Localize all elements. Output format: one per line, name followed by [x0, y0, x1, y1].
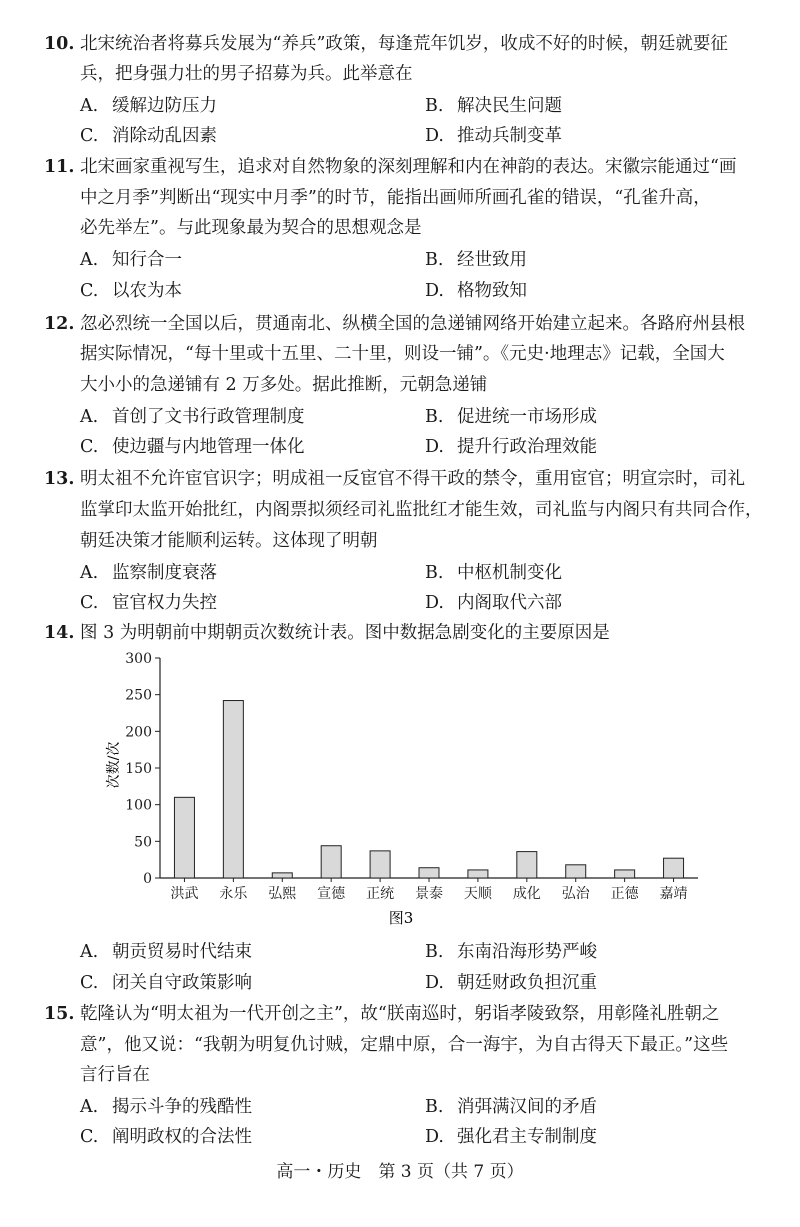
- question-text-line: 北宋统治者将募兵发展为“养兵”政策，每逢荒年饥岁，收成不好的时候，朝廷就要征: [80, 34, 728, 54]
- option-b[interactable]: B. 东南沿海形势严峻: [425, 942, 597, 962]
- option-a[interactable]: A. 缓解边防压力: [80, 96, 217, 116]
- option-c[interactable]: C. 使边疆与内地管理一体化: [80, 437, 305, 457]
- option-d[interactable]: D. 格物致知: [425, 281, 527, 301]
- option-b[interactable]: B. 消弭满汉间的矛盾: [425, 1097, 597, 1117]
- option-a[interactable]: A. 监察制度衰落: [80, 563, 217, 583]
- question-text-line: 明太祖不允许宦官识字；明成祖一反宦官不得干政的禁令，重用宦官；明宣宗时，司礼: [80, 469, 745, 489]
- question-text-line: 监掌印太监开始批红，内阁票拟须经司礼监批红才能生效，司礼监与内阁只有共同合作，: [80, 500, 763, 520]
- question-text-line: 大小小的急递铺有 2 万多处。据此推断，元朝急递铺: [80, 375, 488, 395]
- option-b[interactable]: B. 中枢机制变化: [425, 563, 562, 583]
- bar-嘉靖: [664, 858, 684, 878]
- y-tick-label: 150: [125, 761, 152, 777]
- bar-正德: [615, 870, 635, 878]
- question-number: 11.: [44, 157, 75, 177]
- bar-弘治: [566, 865, 586, 878]
- option-d[interactable]: D. 朝廷财政负担沉重: [425, 973, 597, 993]
- y-tick-label: 50: [134, 834, 152, 851]
- x-tick-label: 景泰: [415, 886, 443, 902]
- question-text-line: 忽必烈统一全国以后，贯通南北、纵横全国的急递铺网络开始建立起来。各路府州县根: [80, 314, 745, 334]
- option-c[interactable]: C. 闭关自守政策影响: [80, 973, 252, 993]
- question-number: 12.: [44, 314, 75, 334]
- question-text-line: 朝廷决策才能顺利运转。这体现了明朝: [80, 531, 378, 551]
- bar-chart-figure-3: [100, 645, 720, 935]
- question-number: 10.: [44, 34, 75, 54]
- x-axis: [160, 878, 698, 902]
- option-b[interactable]: B. 解决民生问题: [425, 96, 562, 116]
- bar-弘熙: [272, 873, 292, 878]
- option-b[interactable]: B. 促进统一市场形成: [425, 407, 597, 427]
- option-a[interactable]: A. 首创了文书行政管理制度: [80, 407, 305, 427]
- question-text-line: 北宋画家重视写生，追求对自然物象的深刻理解和内在神韵的表达。宋徽宗能通过“画: [80, 157, 737, 177]
- figure-caption: 图3: [388, 909, 414, 927]
- option-c[interactable]: C. 宦官权力失控: [80, 593, 217, 613]
- question-text-line: 兵，把身强力壮的男子招募为兵。此举意在: [80, 64, 413, 84]
- x-tick-label: 永乐: [219, 886, 248, 902]
- option-c[interactable]: C. 消除动乱因素: [80, 126, 217, 146]
- question-number: 13.: [44, 469, 75, 489]
- option-d[interactable]: D. 强化君主专制制度: [425, 1127, 597, 1147]
- x-tick-label: 弘熙: [268, 886, 297, 902]
- question-text-line: 言行旨在: [80, 1065, 150, 1085]
- bar-洪武: [174, 797, 194, 878]
- y-tick-label: 200: [125, 724, 152, 741]
- x-tick-label: 正统: [366, 886, 395, 902]
- y-axis: [125, 651, 160, 887]
- x-tick-label: 宣德: [317, 886, 346, 902]
- option-c[interactable]: C. 以农为本: [80, 281, 182, 301]
- option-d[interactable]: D. 内阁取代六部: [425, 593, 562, 613]
- x-tick-label: 嘉靖: [659, 886, 688, 902]
- question-number: 14.: [44, 623, 75, 643]
- question-text-line: 意”，他又说：“我朝为明复仇讨贼，定鼎中原，合一海宇，为自古得天下最正。”这些: [80, 1035, 729, 1055]
- y-axis-label: 次数/次: [106, 741, 122, 789]
- option-a[interactable]: A. 朝贡贸易时代结束: [80, 942, 252, 962]
- question-number: 15.: [44, 1004, 75, 1024]
- page-footer: 高一・历史 第 3 页（共 7 页）: [276, 1162, 524, 1182]
- question-text-line: 乾隆认为“明太祖为一代开创之主”，故“朕南巡时，躬诣孝陵致祭，用彰隆礼胜朝之: [80, 1004, 720, 1024]
- option-d[interactable]: D. 推动兵制变革: [425, 126, 562, 146]
- question-text-line: 中之月季”判断出“现实中月季”的时节，能指出画师所画孔雀的错误，“孔雀升高，: [80, 188, 711, 208]
- option-d[interactable]: D. 提升行政治理效能: [425, 437, 597, 457]
- option-a[interactable]: A. 揭示斗争的残酷性: [80, 1097, 252, 1117]
- bar-正统: [370, 851, 390, 878]
- y-tick-label: 100: [125, 797, 152, 814]
- question-text-line: 必先举左”。与此现象最为契合的思想观念是: [80, 218, 422, 238]
- x-tick-label: 成化: [512, 886, 541, 902]
- option-b[interactable]: B. 经世致用: [425, 250, 527, 270]
- bar-成化: [517, 852, 537, 878]
- bars: [174, 701, 683, 878]
- x-tick-label: 天顺: [463, 886, 492, 902]
- x-tick-label: 正德: [610, 886, 639, 902]
- bar-天顺: [468, 870, 488, 878]
- x-tick-label: 洪武: [170, 886, 199, 902]
- bar-宣德: [321, 846, 341, 878]
- x-tick-label: 弘治: [561, 886, 590, 902]
- option-c[interactable]: C. 阐明政权的合法性: [80, 1127, 252, 1147]
- bar-永乐: [223, 701, 243, 878]
- bar-景泰: [419, 868, 439, 878]
- option-a[interactable]: A. 知行合一: [80, 250, 182, 270]
- y-tick-label: 0: [143, 871, 152, 887]
- y-tick-label: 300: [125, 651, 152, 667]
- question-text-line: 图 3 为明朝前中期朝贡次数统计表。图中数据急剧变化的主要原因是: [80, 623, 610, 643]
- question-text-line: 据实际情况，“每十里或十五里、二十里，则设一铺”。《元史·地理志》记载，全国大: [80, 344, 725, 364]
- y-tick-label: 250: [125, 687, 152, 704]
